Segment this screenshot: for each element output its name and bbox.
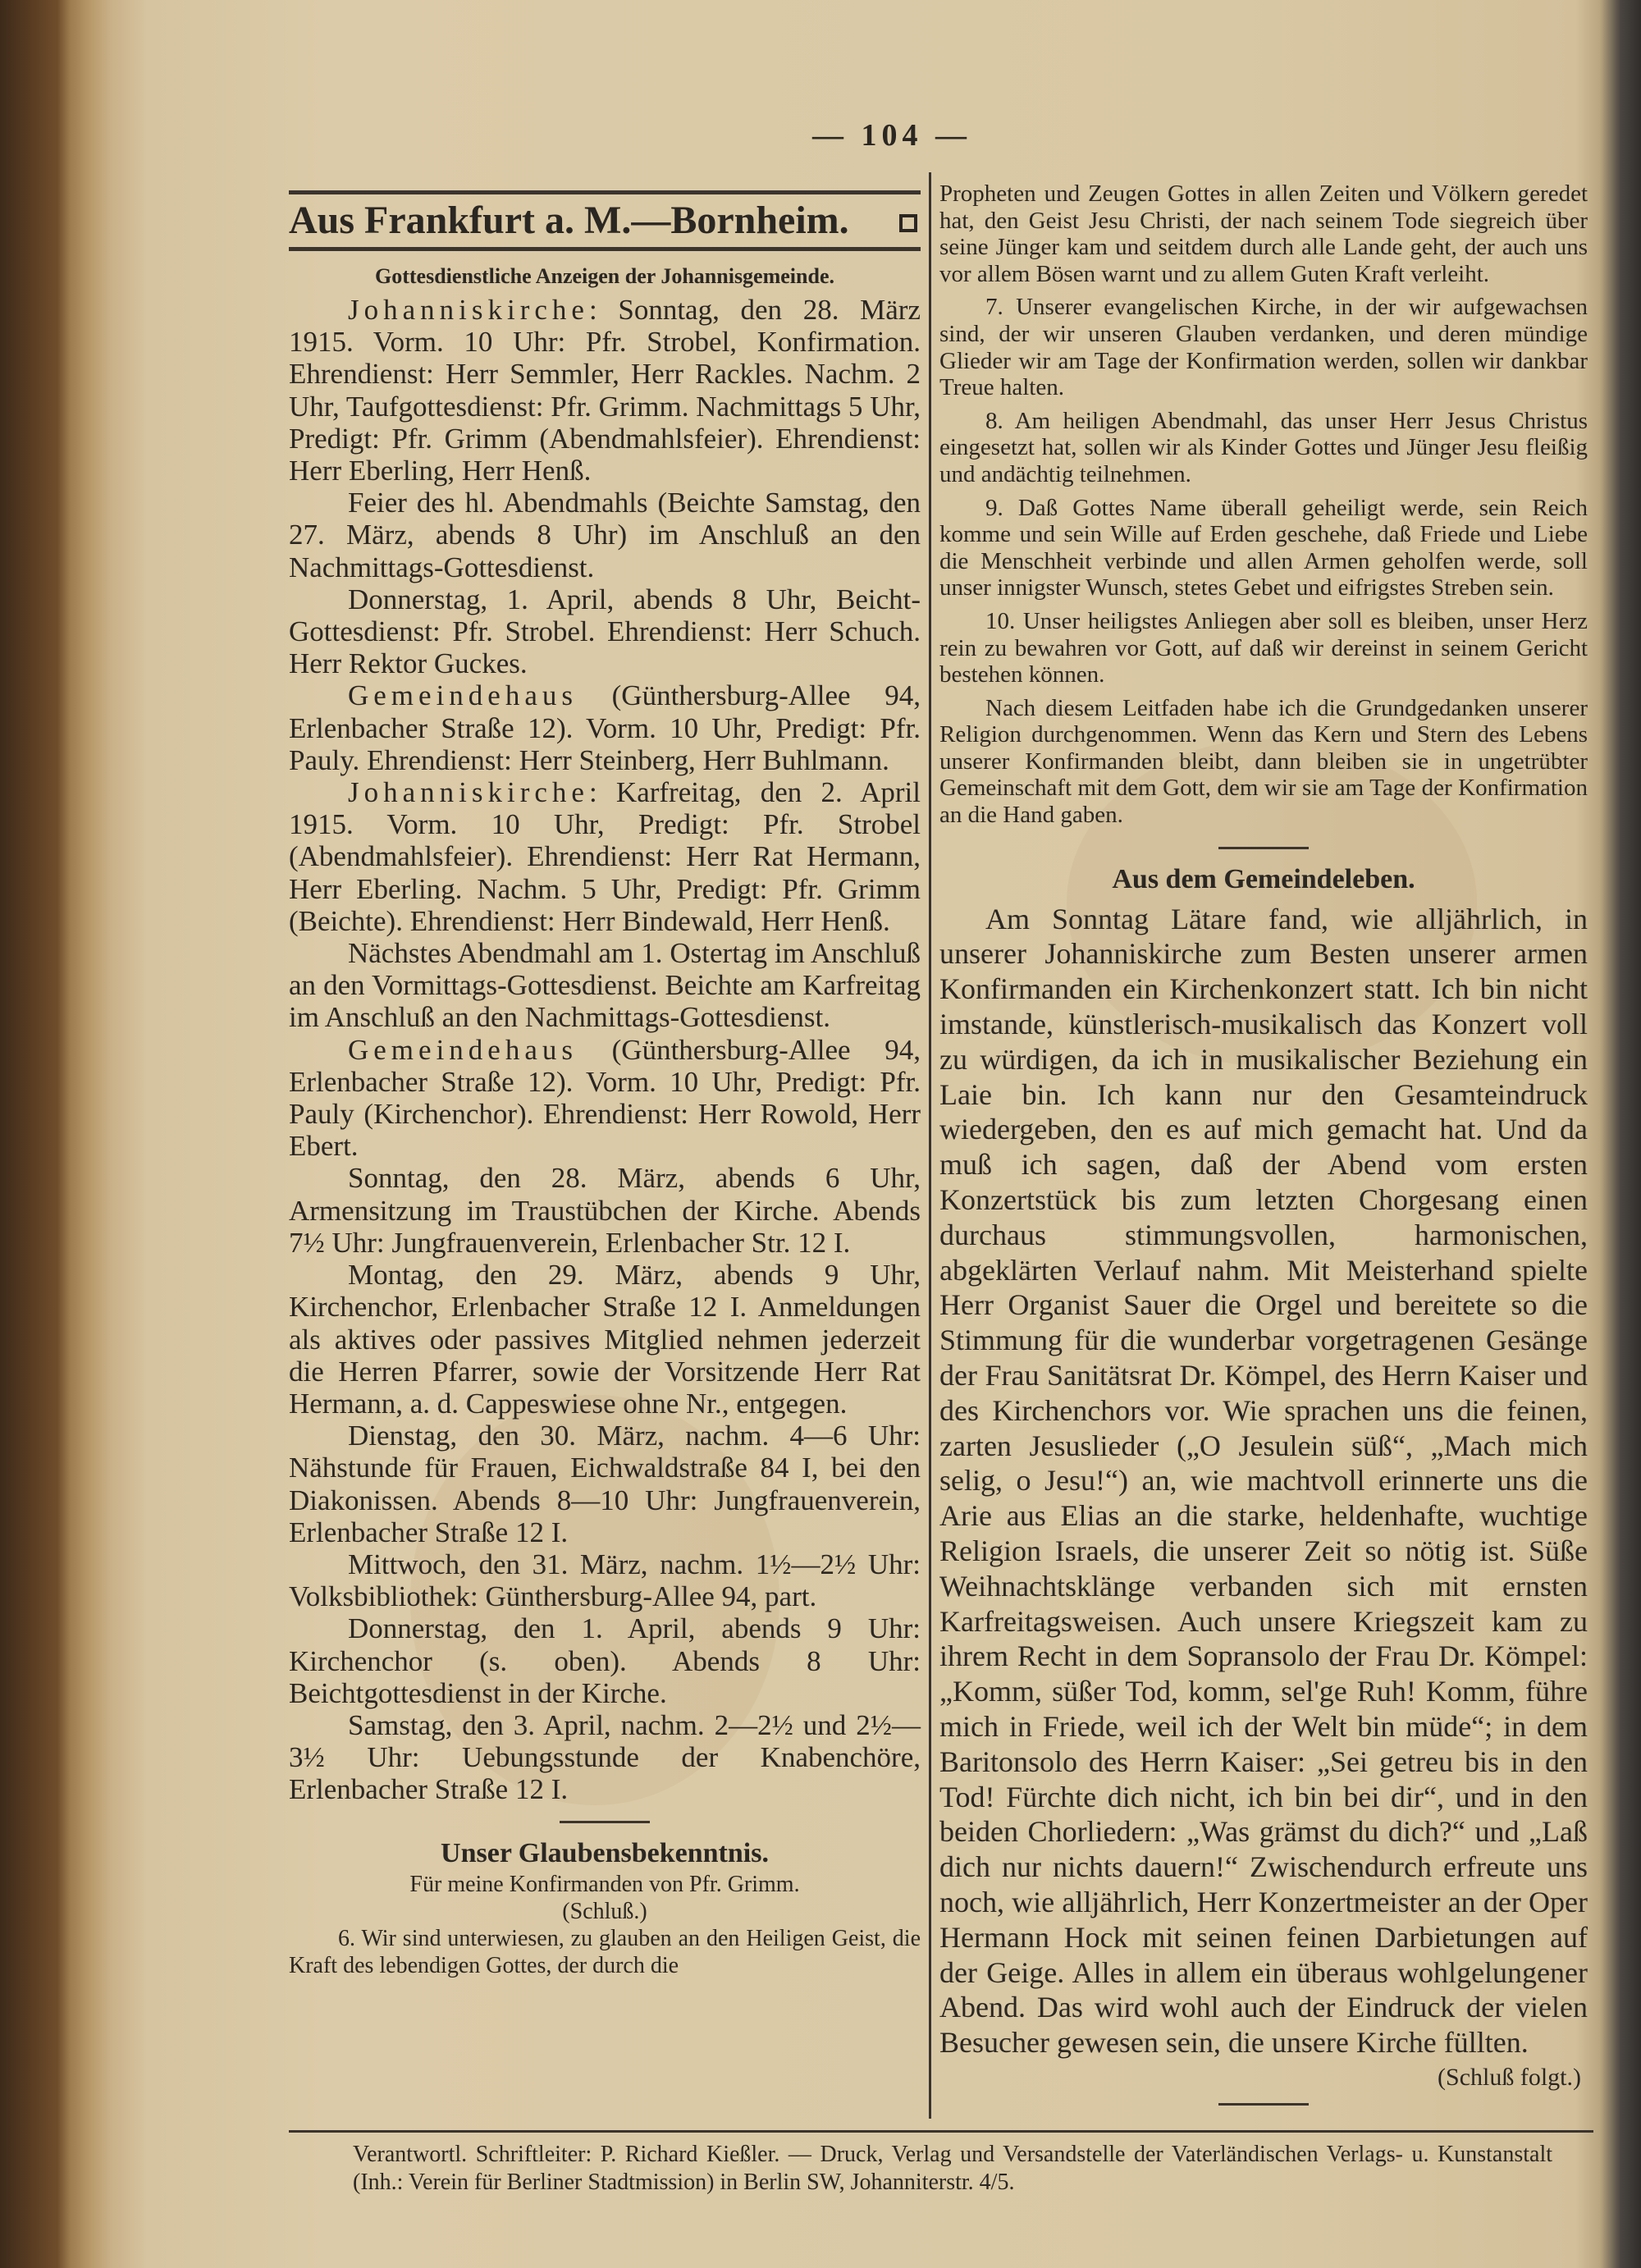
creed-paragraph: 9. Daß Gottes Name überall geheiligt werde, sein Reich komme und sein Wille auf Erden geschehe, daß Friede und Liebe die Menschheit verbinde und allen Armen geholfen werde, soll unser innigster Wunsch, stetes Gebet und eifrigstes Streben sein. [939,494,1588,601]
imprint-footer: Verantwortl. Schriftleiter: P. Richard Kießler. — Druck, Verlag und Versandstelle der Vaterländischen Verlags- u. Kunstanstalt (Inh.: Verein für Berliner Stadtmission) in Berlin SW, Johanniterstr. 4/5. [289,2130,1593,2197]
announcement-paragraph [289,583,921,680]
announcement-paragraph [289,1612,921,1709]
announcement-paragraph [289,679,921,776]
paragraph-text: (Günthersburg-Allee 94, Erlenbacher Straße 12). Vorm. 10 Uhr, Predigt: Pfr. Pauly (Kirchenchor). Ehrendienst: Herr Rowold, Herr Ebert. [289,1033,921,1163]
paragraph-text: Donnerstag, 1. April, abends 8 Uhr, Beicht-Gottesdienst: Pfr. Strobel. Ehrendienst: Herr Schuch. Herr Rektor Guckes. [289,583,921,680]
right-column [929,172,1588,2119]
page-number: — 104 — [812,118,971,153]
service-announcements [289,294,921,1806]
paragraph-text: : Karfreitag, den 2. April 1915. Vorm. 10 Uhr, Predigt: Pfr. Strobel (Abendmahlsfeier). Ehrendienst: Herr Rat Hermann, Herr Eberling. Nachm. 5 Uhr, Predigt: Pfr. Grimm (Beichte). Ehrendienst: Herr Bindewald, Herr Henß. [289,776,921,937]
square-ornament-icon [899,214,917,232]
spaced-lead: Johanniskirche [348,776,589,809]
paragraph-text: Montag, den 29. März, abends 9 Uhr, Kirchenchor, Erlenbacher Straße 12 I. Anmeldungen als aktives oder passives Mitglied nehmen jederzeit die Herren Pfarrer, sowie der Vorsitzende Herr Rat Hermann, a. d. Cappeswiese ohne Nr., entgegen. [289,1259,921,1420]
paragraph-text: Nächstes Abendmahl am 1. Ostertag im Anschluß an den Vormittags-Gottesdienst. Beichte am Karfreitag im Anschluß an den Nachmittags-Gottesdienst. [289,937,921,1034]
paragraph-text: Donnerstag, den 1. April, abends 9 Uhr: Kirchenchor (s. oben). Abends 8 Uhr: Beichtgottesdienst in der Kirche. [289,1612,921,1709]
to-be-continued: (Schluß folgt.) [1438,2063,1581,2091]
announcement-paragraph [289,937,921,1034]
announcement-paragraph [289,487,921,583]
creed-continuation [939,181,1588,829]
creed-paragraph: 7. Unserer evangelischen Kirche, in der wir aufgewachsen sind, der wir unseren Glauben verdanken, und deren mündige Glieder wir am Tage der Konfirmation werden, sollen wir dankbar Treue halten. [939,294,1588,401]
columns [289,172,1593,2119]
paragraph-text: : Sonntag, den 28. März 1915. Vorm. 10 Uhr: Pfr. Strobel, Konfirmation. Ehrendienst: Herr Semmler, Herr Rackles. Nachm. 2 Uhr, Taufgottesdienst: Pfr. Grimm. Nachmittags 5 Uhr, Predigt: Pfr. Grimm (Abendmahlsfeier). Ehrendienst: Herr Eberling, Herr Henß. [289,294,921,487]
creed-paragraph: 8. Am heiligen Abendmahl, das unser Herr Jesus Christus eingesetzt hat, sollen wir als Kinder Gottes und Jünger Jesu fleißig und andächtig teilnehmen. [939,407,1588,487]
creed-paragraph: Propheten und Zeugen Gottes in allen Zeiten und Völkern geredet hat, den Geist Jesu Christi, der nach seinem Tode siegreich über seine Jünger kam und seitdem durch alle Lande geht, der auch uns vor allem Bösen warnt und zu allem Guten Kraft verleiht. [939,181,1588,287]
paragraph-text: (Günthersburg-Allee 94, Erlenbacher Straße 12). Vorm. 10 Uhr, Predigt: Pfr. Pauly. Ehrendienst: Herr Steinberg, Herr Buhlmann. [289,679,921,776]
section-subtitle: Gottesdienstliche Anzeigen der Johannisgemeinde. [375,264,834,288]
separator [560,1821,650,1823]
left-column [289,172,921,1979]
section-title [289,190,921,251]
announcement-paragraph [289,1548,921,1612]
separator [1218,847,1309,849]
paragraph-text: Samstag, den 3. April, nachm. 2—2½ und 2½—3½ Uhr: Uebungsstunde der Knabenchöre, Erlenbacher Straße 12 I. [289,1708,921,1806]
announcement-paragraph [289,1034,921,1163]
separator [1218,2103,1309,2106]
spaced-lead: Gemeindehaus [348,679,578,712]
creed-note: (Schluß.) [562,1898,647,1924]
spaced-lead: Johanniskirche [348,294,589,326]
announcement-paragraph [289,1420,921,1548]
announcement-paragraph [289,1162,921,1259]
paragraph-text: Feier des hl. Abendmahls (Beichte Samstag, den 27. März, abends 8 Uhr) im Anschluß an den Nachmittags-Gottesdienst. [289,487,921,583]
announcement-paragraph [289,1709,921,1806]
creed-paragraph: Nach diesem Leitfaden habe ich die Grundgedanken unserer Religion durchgenommen. Wenn das Kern und Stern des Lebens unserer Konfirmanden bleibt, dann bleiben sie in ungetrübter Gemeinschaft mit dem Gott, dem wir sie am Tage der Konfirmation an die Hand gaben. [939,694,1588,829]
creed-title: Unser Glaubensbekenntnis. [441,1837,769,1868]
spaced-lead: Gemeindehaus [348,1033,578,1066]
paragraph-text: Sonntag, den 28. März, abends 6 Uhr, Armensitzung im Traustübchen der Kirche. Abends 7½ Uhr: Jungfrauenverein, Erlenbacher Str. 12 I. [289,1162,921,1259]
news-paragraph: Am Sonntag Lätare fand, wie alljährlich, in unserer Johanniskirche zum Besten unserer armen Konfirmanden ein Kirchenkonzert statt. Ich bin nicht imstande, künstlerisch-musikalisch das Konzert voll zu würdigen, da ich in musikalischer Beziehung ein Laie bin. Ich kann nur den Gesamteindruck wiedergeben, den es auf mich gemacht hat. Und da muß ich sagen, daß der Abend vom ersten Konzertstück bis zum letzten Chorgesang einen durchaus stimmungsvollen, harmonischen, abgeklärten Verlauf nahm. Mit Meisterhand spielte Herr Organist Sauer die Orgel und bereitete so die Stimmung für die wunderbar vorgetragenen Gesänge der Frau Sanitätsrat Dr. Kömpel, des Herrn Kaiser und des Kirchenchors vor. Wie sprachen uns die feinen, zarten Jesuslieder („O Jesulein süß“, „Mach mich selig, o Jesu!“) an, wie machtvoll erinnerte uns die Arie aus Elias an die starke, heldenhafte, wuchtige Religion Israels, die unserer Zeit so nötig ist. Süße Weihnachtsklänge verbanden sich mit ernsten Karfreitagsweisen. Auch unsere Kriegszeit kam zu ihrem Recht in dem Sopransolo der Frau Dr. Kömpel: „Komm, süßer Tod, komm, sel'ge Ruh! Komm, führe mich in Friede, weil ich der Welt bin müde“; in dem Baritonsolo des Herrn Kaiser: „Sei getreu bis in den Tod! Fürchte dich nicht, ich bin bei dir“, und in den beiden Chorliedern: „Was grämst du dich?“ und „Laß dich nur nichts dauern!“ Zwischendurch erfreute uns noch, wie alljährlich, Herr Konzertmeister an der Oper Hermann Hock mit seinen feinen Darbietungen auf der Geige. Alles in allem ein überaus wohlgelungener Abend. Das wird wohl auch der Eindruck der vielen Besucher gewesen sein, die unsere Kirche füllten. [939,902,1588,2060]
announcement-paragraph [289,776,921,937]
creed-paragraph: 6. Wir sind unterwiesen, zu glauben an den Heiligen Geist, die Kraft des lebendigen Gottes, der durch die [289,1925,921,1978]
announcement-paragraph [289,1259,921,1420]
creed-byline: Für meine Konfirmanden von Pfr. Grimm. [409,1871,800,1897]
paragraph-text: Mittwoch, den 31. März, nachm. 1½—2½ Uhr: Volksbibliothek: Günthersburg-Allee 94, part. [289,1548,921,1613]
section-title-text: Aus Frankfurt a. M.—Bornheim. [289,199,849,242]
news-title: Aus dem Gemeindeleben. [1112,863,1415,894]
paragraph-text: Dienstag, den 30. März, nachm. 4—6 Uhr: Nähstunde für Frauen, Eichwaldstraße 84 I, bei den Diakonissen. Abends 8—10 Uhr: Jungfrauenverein, Erlenbacher Straße 12 I. [289,1420,921,1548]
announcement-paragraph [289,294,921,487]
creed-paragraph: 10. Unser heiligstes Anliegen aber soll es bleiben, unser Herz rein zu bewahren vor Gott, auf daß wir dereinst in seinem Gericht bestehen können. [939,607,1588,688]
